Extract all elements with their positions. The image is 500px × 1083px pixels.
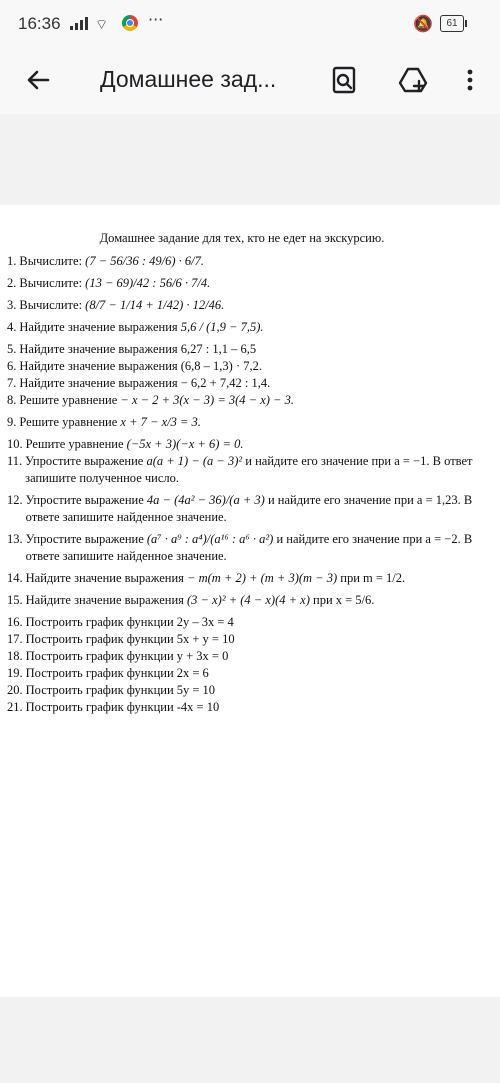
item-text: Найдите значение выражения [25, 571, 184, 585]
list-item [7, 275, 477, 292]
item-text-wrap [25, 453, 477, 487]
item-text: Найдите значение выражения [25, 593, 184, 607]
list-item [7, 699, 477, 716]
item-text-wrap [26, 648, 477, 665]
item-text: Решите уравнение [19, 415, 118, 429]
list-item [7, 453, 477, 487]
list-item [7, 392, 477, 409]
add-to-drive-icon[interactable] [397, 64, 429, 96]
item-formula: (7 − 56/36 : 49/6) · 6/7. [85, 254, 205, 268]
item-text: Вычислите: [19, 298, 83, 312]
item-formula: (a⁷ · a⁹ : a⁴)/(a¹⁶ : a⁶ · a²) [146, 532, 274, 546]
item-text: Построить график функции -4x = 10 [25, 700, 220, 714]
item-text-wrap [19, 392, 477, 409]
item-text: Вычислите: [19, 276, 83, 290]
item-text: Вычислите: [19, 254, 83, 268]
page-title: Домашнее зад... [100, 66, 277, 92]
arrow-back-icon[interactable] [22, 64, 54, 96]
item-number: 13. [7, 532, 23, 546]
item-number: 1. [7, 254, 17, 268]
list-item [7, 631, 477, 648]
item-text-wrap [26, 592, 477, 609]
list-item [7, 414, 477, 431]
item-text: Найдите значение выражения (6,8 – 1,3) · 7,2. [19, 359, 262, 373]
item-text-continuation: при m = 1/2. [340, 571, 406, 585]
item-text-wrap [26, 699, 477, 716]
item-text-wrap [26, 682, 477, 699]
item-text: Найдите значение выражения [19, 320, 178, 334]
item-number: 17. [7, 632, 23, 646]
item-number: 8. [7, 393, 17, 407]
list-item [7, 375, 477, 392]
item-number: 7. [7, 376, 17, 390]
item-text: Упростите выражение [25, 454, 144, 468]
item-formula: − m(m + 2) + (m + 3)(m − 3) [187, 571, 338, 585]
item-number: 3. [7, 298, 17, 312]
item-text-continuation: при x = 5/6. [313, 593, 375, 607]
item-number: 20. [7, 683, 23, 697]
item-text-wrap [26, 614, 477, 631]
list-item [7, 665, 477, 682]
item-formula: (8/7 − 1/14 + 1/42) · 12/46. [85, 298, 225, 312]
item-text-wrap [19, 341, 477, 358]
item-number: 16. [7, 615, 23, 629]
item-number: 21. [7, 700, 23, 714]
app-bar [0, 48, 500, 114]
list-item [7, 341, 477, 358]
item-text-wrap [19, 319, 477, 336]
list-item [7, 682, 477, 699]
item-number: 9. [7, 415, 17, 429]
item-number: 18. [7, 649, 23, 663]
document-page[interactable] [0, 205, 500, 997]
list-item [7, 358, 477, 375]
item-number: 5. [7, 342, 17, 356]
item-text: Построить график функции 5x + y = 10 [25, 632, 235, 646]
item-formula: (−5x + 3)(−x + 6) = 0. [126, 437, 244, 451]
item-number: 2. [7, 276, 17, 290]
item-text: Построить график функции 2y – 3x = 4 [25, 615, 234, 629]
item-text-continuation: и найдите его значение при a = −2. В ответе запишите найденное значение. [25, 532, 473, 563]
item-text-wrap [26, 665, 477, 682]
item-formula: (13 − 69)/42 : 56/6 · 7/4. [85, 276, 211, 290]
item-text-wrap [19, 253, 477, 270]
item-text: Построить график функции 5y = 10 [25, 683, 216, 697]
item-text-wrap [26, 631, 477, 648]
document-body [7, 230, 477, 716]
wifi-icon: ⌔ [95, 17, 109, 33]
item-number: 10. [7, 437, 23, 451]
item-formula: 5,6 / (1,9 − 7,5). [180, 320, 264, 334]
item-text-wrap [19, 297, 477, 314]
item-formula: a(a + 1) − (a − 3)² [146, 454, 243, 468]
mute-icon: 🔕 [413, 14, 433, 33]
item-text: Решите уравнение [25, 437, 124, 451]
item-number: 11. [7, 454, 23, 468]
document-title: Домашнее задание для тех, кто не едет на экскурсию. [99, 231, 385, 245]
item-text-wrap [19, 275, 477, 292]
chrome-icon [122, 15, 138, 31]
item-text-wrap [26, 492, 477, 526]
overflow-menu-icon[interactable] [454, 64, 486, 96]
item-text: Упростите выражение [25, 532, 144, 546]
status-bar [0, 0, 500, 48]
more-dots-icon: ··· [148, 10, 164, 29]
search-document-icon[interactable] [328, 64, 360, 96]
item-formula: (3 − x)² + (4 − x)(4 + x) [187, 593, 310, 607]
item-formula: − x − 2 + 3(x − 3) = 3(4 − x) − 3. [120, 393, 294, 407]
list-item [7, 297, 477, 314]
item-number: 14. [7, 571, 23, 585]
item-text: Найдите значение выражения − 6,2 + 7,42 : 1,4. [19, 376, 271, 390]
item-text-wrap [19, 414, 477, 431]
list-item [7, 436, 477, 453]
item-number: 12. [7, 493, 23, 507]
item-text-wrap [19, 375, 477, 392]
battery-icon: 61 [440, 15, 464, 32]
list-item [7, 253, 477, 270]
item-number: 19. [7, 666, 23, 680]
item-text: Построить график функции 2x = 6 [25, 666, 209, 680]
list-item [7, 614, 477, 631]
item-text-continuation: и найдите его значение при a = 1,23. В ответе запишите найденное значение. [25, 493, 473, 524]
list-item [7, 319, 477, 336]
item-formula: x + 7 − x/3 = 3. [120, 415, 201, 429]
item-text-wrap [19, 358, 477, 375]
list-item [7, 648, 477, 665]
item-text: Найдите значение выражения 6,27 : 1,1 – 6,5 [19, 342, 257, 356]
item-text-wrap [26, 531, 477, 565]
item-text: Решите уравнение [19, 393, 118, 407]
status-time: 16:36 [18, 14, 61, 33]
item-text-wrap [26, 570, 477, 587]
item-text: Упростите выражение [25, 493, 144, 507]
signal-icon [70, 16, 88, 30]
item-number: 4. [7, 320, 17, 334]
list-item [7, 592, 477, 609]
item-text: Построить график функции y + 3x = 0 [25, 649, 229, 663]
list-item [7, 492, 477, 526]
item-number: 15. [7, 593, 23, 607]
item-number: 6. [7, 359, 17, 373]
item-text-wrap [26, 436, 477, 453]
list-item [7, 570, 477, 587]
item-text-continuation: и найдите его значение при a = −1. В ответ запишите полученное число. [25, 454, 473, 485]
item-formula: 4a − (4a² − 36)/(a + 3) [146, 493, 265, 507]
list-item [7, 531, 477, 565]
